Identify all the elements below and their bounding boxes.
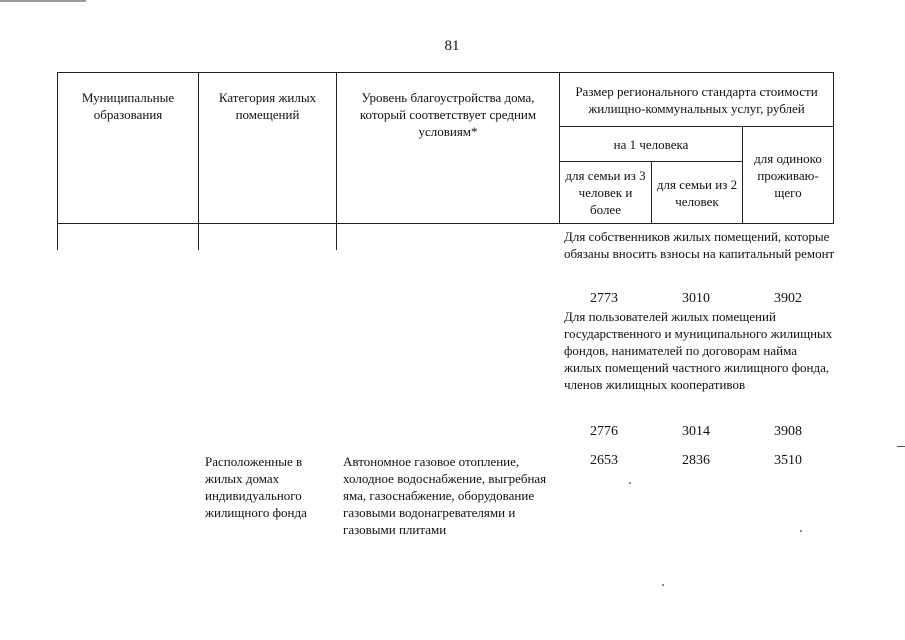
section2-single-value: 3908 — [774, 424, 802, 439]
header-municipal — [57, 72, 199, 224]
header-single — [742, 126, 834, 224]
header-level — [336, 72, 560, 224]
right-edge-mark — [897, 446, 905, 447]
scan-speck — [662, 584, 664, 586]
header-size-label: Размер регионального стандарта стоимости жилищно-коммунальных услуг, рублей — [575, 83, 818, 116]
top-edge-mark — [0, 0, 86, 2]
header-municipal-label: Муниципальные образования — [81, 90, 175, 122]
row3-level: Автономное газовое отопление, холодное водоснабжение, выгребная яма, газоснабжение, оборудование газовыми водонагревателями и газовыми плитами — [343, 454, 547, 537]
section2-family2-value: 3014 — [682, 424, 710, 439]
header-per-person — [559, 126, 743, 162]
column-line-left — [57, 223, 58, 250]
section2-family3-value: 2776 — [590, 424, 618, 439]
header-single-label: для одиноко проживаю-щего — [754, 150, 822, 200]
header-family2-label: для семьи из 2 человек — [656, 176, 738, 209]
header-family3-label: для семьи из 3 человек и более — [565, 168, 646, 217]
column-line-category — [198, 223, 199, 250]
section1-family3-value: 2773 — [590, 291, 618, 306]
header-category — [198, 72, 337, 224]
scan-speck — [629, 482, 631, 484]
header-family3 — [559, 161, 652, 224]
page-number: 81 — [444, 38, 460, 54]
scan-speck — [800, 530, 802, 532]
row3-single-value: 3510 — [774, 453, 802, 468]
row3-category: Расположенные в жилых домах индивидуального жилищного фонда — [205, 454, 307, 520]
row3-family2-value: 2836 — [682, 453, 710, 468]
section1-family2-value: 3010 — [682, 291, 710, 306]
header-per-person-label: на 1 человека — [613, 136, 689, 152]
section1-single-value: 3902 — [774, 291, 802, 306]
header-level-label: Уровень благоустройства дома, который соответствует средним условиям* — [359, 90, 537, 139]
section2-caption: Для пользователей жилых помещений государственного и муниципального жилищных фондов, нанимателей по договорам найма жилых помещений частного жилищного фонда, членов жилищных кооперативов — [564, 309, 833, 392]
row3-family3-value: 2653 — [590, 453, 618, 468]
header-category-label: Категория жилых помещений — [218, 90, 317, 122]
header-family2 — [651, 161, 743, 224]
column-line-level — [336, 223, 337, 250]
header-size — [559, 72, 834, 127]
section1-caption: Для собственников жилых помещений, которые обязаны вносить взносы на капитальный ремонт — [564, 229, 835, 261]
